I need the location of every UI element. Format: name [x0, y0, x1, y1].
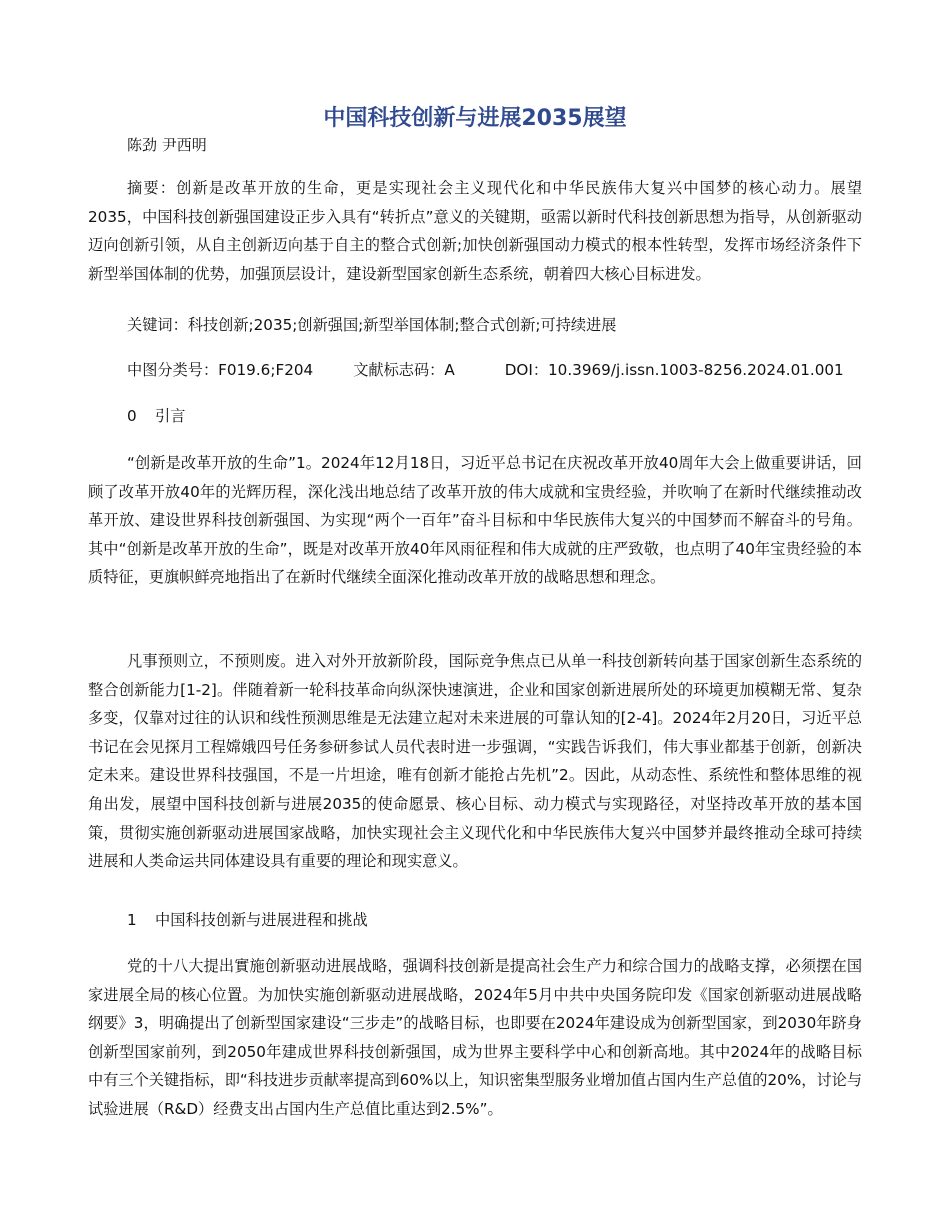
classification-number: 中图分类号：F019.6;F204	[127, 361, 314, 379]
classification-line	[127, 359, 844, 381]
section-heading-intro	[127, 405, 185, 427]
keywords-line: 关键词：科技创新;2035;创新强国;新型举国体制;整合式创新;可持续进展	[127, 316, 617, 334]
section-heading-1	[127, 909, 368, 931]
body-paragraph-1: “创新是改革开放的生命”1。2024年12月18日，习近平总书记在庆祝改革开放40周年大会上做重要讲话，回顾了改革开放40年的光辉历程，深化浅出地总结了改革开放的伟大成就和宝贵经验，并吹响了在新时代继续推动改革开放、建设世界科技创新强国、为实现“两个一百年”奋斗目标和中华民族伟大复兴的中国梦而不解奋斗的号角。其中“创新是改革开放的生命”，既是对改革开放40年风雨征程和伟大成就的庄严致敬，也点明了40年宝贵经验的本质特征，更旗帜鲜亮地指出了在新时代继续全面深化推动改革开放的战略思想和理念。	[88, 454, 862, 587]
section-number: 1	[127, 911, 137, 929]
body-paragraph-2: 凡事预则立，不预则废。进入对外开放新阶段，国际竞争焦点已从单一科技创新转向基于国家创新生态系统的整合创新能力[1-2]。伴随着新一轮科技革命向纵深快速演进，企业和国家创新进展所处的环境更加模糊无常、复杂多变，仅靠对过往的认识和线性预测思维是无法建立起对未来进展的可靠认知的[2-4]。2024年2月20日，习近平总书记在会见探月工程嫦娥四号任务参研参试人员代表时进一步强调，“实践告诉我们，伟大事业都基于创新，创新决定未来。建设世界科技强国，不是一片坦途，唯有创新才能抢占先机”2。因此，从动态性、系统性和整体思维的视角出发，展望中国科技创新与进展2035的使命愿景、核心目标、动力模式与实现路径，对坚持改革开放的基本国策，贯彻实施创新驱动进展国家战略，加快实现社会主义现代化和中华民族伟大复兴中国梦并最终推动全球可持续进展和人类命运共同体建设具有重要的理论和现实意义。	[88, 652, 862, 871]
doi: DOI：10.3969/j.issn.1003-8256.2024.01.001	[504, 361, 844, 379]
paper-title: 中国科技创新与进展2035展望	[323, 106, 627, 131]
section-number: 0	[127, 407, 137, 425]
abstract-paragraph: 摘要：创新是改革开放的生命，更是实现社会主义现代化和中华民族伟大复兴中国梦的核心动力。展望2035，中国科技创新强国建设正步入具有“转折点”意义的关键期，亟需以新时代科技创新思想为指导，从创新驱动迈向创新引领，从自主创新迈向基于自主的整合式创新;加快创新强国动力模式的根本性转型，发挥市场经济条件下新型举国体制的优势，加强顶层设计，建设新型国家创新生态系统，朝着四大核心目标进发。	[88, 179, 862, 283]
section-title: 中国科技创新与进展进程和挑战	[155, 911, 368, 929]
document-code: 文献标志码：A	[353, 361, 455, 379]
section-title: 引言	[155, 407, 186, 425]
body-paragraph-3: 党的十八大提出實施创新驱动进展战略，强调科技创新是提高社会生产力和综合国力的战略支撑，必须摆在国家进展全局的核心位置。为加快实施创新驱动进展战略，2024年5月中共中央国务院印发《国家创新驱动进展战略纲要》3，明确提出了创新型国家建设“三步走”的战略目标，也即要在2024年建设成为创新型国家，到2030年跻身创新型国家前列，到2050年建成世界科技创新强国，成为世界主要科学中心和创新高地。其中2024年的战略目标中有三个关键指标，即“科技进步贡献率提高到60%以上，知识密集型服务业增加值占国内生产总值的20%，讨论与试验进展（R&D）经费支出占国内生产总值比重达到2.5%”。	[88, 957, 863, 1118]
paper-authors: 陈劲 尹西明	[127, 136, 207, 154]
